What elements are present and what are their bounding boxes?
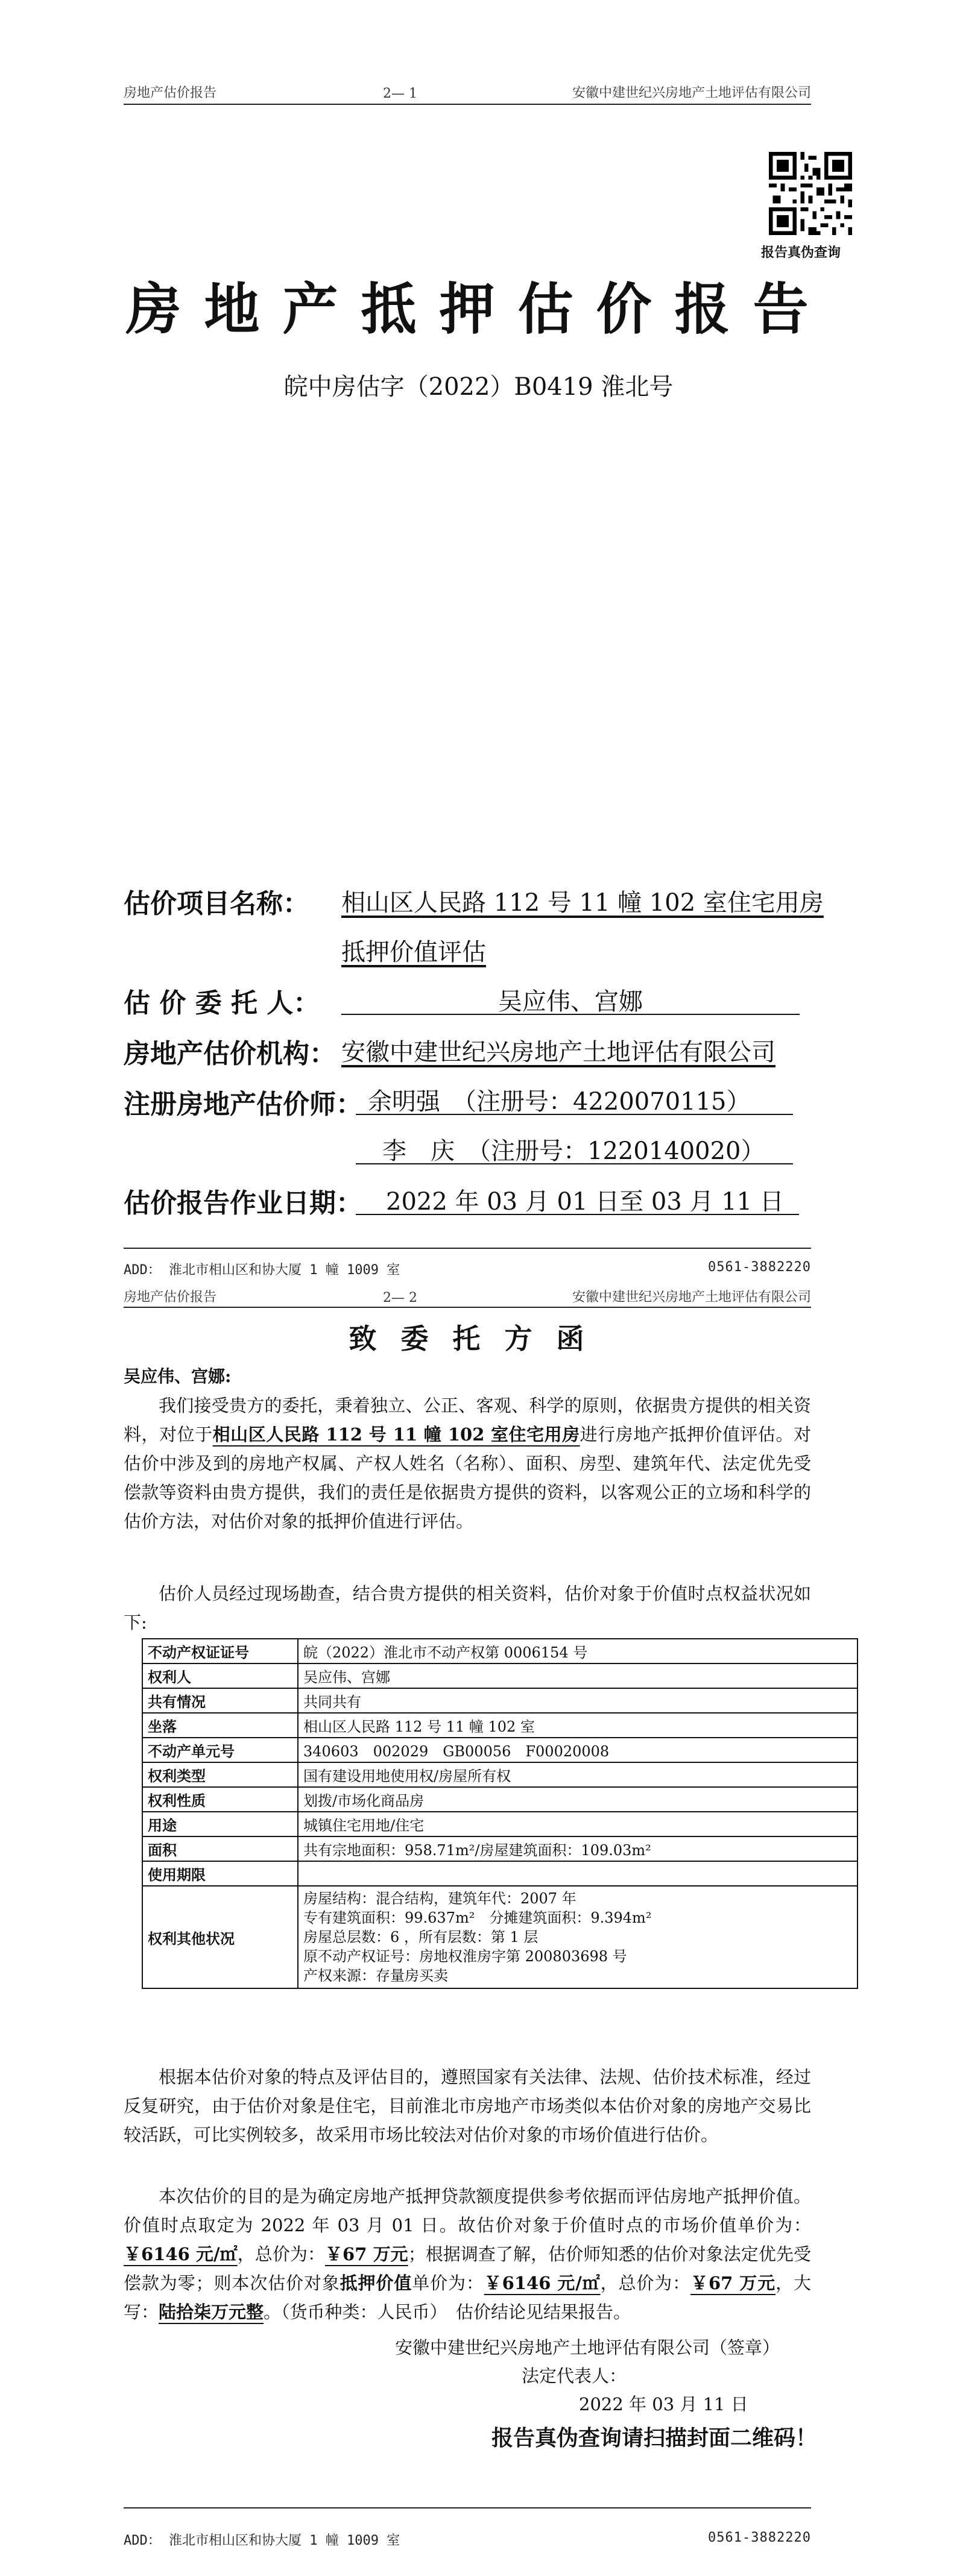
footer-tel: 0561-3882220 xyxy=(708,1260,811,1275)
paragraph-1: 我们接受贵方的委托，秉着独立、公正、客观、科学的原则，依据贵方提供的相关资料，对位于相山区人民路 112 号 11 幢 102 室住宅用房进行房地产抵押价值评估。对估价中涉及到的房地产权属、产权人姓名（名称）、面积、房型、建筑年代、法定优先受偿款等资料由贵方提供，我们的责任是依据贵方提供的资料，以客观公正的立场和科学的估价方法，对估价对象的抵押价值进行评估。 xyxy=(124,1395,811,1531)
appraiser-2: 李 庆 （注册号：1220140020） xyxy=(382,1137,765,1165)
letter-title: 致委托方函 xyxy=(349,1322,608,1355)
amount-in-words: 陆拾柒万元整 xyxy=(159,2302,264,2322)
work-date-label: 估价报告作业日期： xyxy=(124,1188,362,1219)
table-value: 国有建设用地使用权/房屋所有权 xyxy=(298,1762,858,1787)
footer-address: ADD： 淮北市相山区和协大厦 1 幢 1009 室 xyxy=(124,1263,400,1278)
verify-note: 报告真伪查询请扫描封面二维码！ xyxy=(491,2425,818,2451)
table-row xyxy=(142,1688,858,1713)
other-status-cell: 房屋结构：混合结构，建筑年代：2007 年 专有建筑面积：99.637m² 分摊建筑面积：9.394m² 房屋总层数：6 ，所有层数：第 1 层 原不动产权证号：房地权淮房字第 200803698 号 产权来源：存量房买卖 xyxy=(298,1886,858,1988)
table-row xyxy=(142,1812,858,1836)
table-value: 皖（2022）淮北市不动产权第 0006154 号 xyxy=(298,1639,858,1663)
table-row xyxy=(142,1836,858,1861)
table-key: 用途 xyxy=(142,1812,298,1836)
header-rule xyxy=(124,1307,811,1308)
table-value: 划拨/市场化商品房 xyxy=(298,1787,858,1812)
appraiser-1-underline xyxy=(356,1114,793,1115)
page2-header xyxy=(124,1284,811,1305)
table-key: 共有情况 xyxy=(142,1688,298,1713)
table-value: 共同共有 xyxy=(298,1688,858,1713)
appraiser-1: 余明强 （注册号：4220070115） xyxy=(368,1088,751,1116)
table-key: 不动产单元号 xyxy=(142,1738,298,1762)
paragraph-4: 本次估价的目的是为确定房地产抵押贷款额度提供参考依据而评估房地产抵押价值。价值时点取定为 2022 年 03 月 01 日。故估价对象于价值时点的市场价值单价为：￥6146 元/㎡，总价为：￥67 万元；根据调查了解，估价师知悉的估价对象法定优先受偿款为零；则本次估价对象抵押价值单价为：￥6146 元/㎡，总价为：￥67 万元，大写：陆拾柒万元整。（货币种类：人民币） 估价结论见结果报告。 xyxy=(124,2186,811,2322)
table-key: 不动产权证证号 xyxy=(142,1639,298,1663)
table-row xyxy=(142,1663,858,1688)
table-row xyxy=(142,1639,858,1663)
sign-date: 2022 年 03 月 11 日 xyxy=(579,2394,748,2414)
table-row xyxy=(142,1886,858,1988)
appraiser-label: 注册房地产估价师： xyxy=(124,1089,362,1120)
header-rule xyxy=(124,104,811,105)
page2-footer xyxy=(124,2530,811,2549)
table-key: 权利类型 xyxy=(142,1762,298,1787)
qr-label: 报告真伪查询 xyxy=(761,245,841,260)
table-row xyxy=(142,1713,858,1738)
page1-footer xyxy=(124,1260,811,1278)
mortgage-unit-price: ￥6146 元/㎡ xyxy=(484,2273,601,2293)
footer-rule xyxy=(124,2507,811,2508)
table-row xyxy=(142,1738,858,1762)
table-key: 使用期限 xyxy=(142,1861,298,1886)
table-value xyxy=(298,1861,858,1886)
table-key: 面积 xyxy=(142,1836,298,1861)
client-value: 吴应伟、宫娜 xyxy=(498,988,643,1016)
table-key: 坐落 xyxy=(142,1713,298,1738)
table-value: 共有宗地面积：958.71m²/房屋建筑面积：109.03m² xyxy=(298,1836,858,1861)
table-key: 权利性质 xyxy=(142,1787,298,1812)
footer-address: ADD： 淮北市相山区和协大厦 1 幢 1009 室 xyxy=(124,2533,400,2548)
client-underline xyxy=(341,1014,800,1015)
total-price: ￥67 万元 xyxy=(325,2244,408,2264)
sign-company: 安徽中建世纪兴房地产土地评估有限公司（签章） xyxy=(395,2337,780,2358)
property-address: 相山区人民路 112 号 11 幢 102 室住宅用房 xyxy=(212,1424,580,1445)
header-page-number: 2— 1 xyxy=(383,86,417,101)
document-number: 皖中房估字（2022）B0419 淮北号 xyxy=(283,373,674,401)
project-name-label: 估价项目名称： xyxy=(124,888,309,919)
footer-tel: 0561-3882220 xyxy=(708,2530,811,2545)
header-company: 安徽中建世纪兴房地产土地评估有限公司 xyxy=(572,86,811,101)
unit-price: ￥6146 元/㎡ xyxy=(124,2244,238,2264)
table-value: 吴应伟、宫娜 xyxy=(298,1663,858,1688)
agency-value: 安徽中建世纪兴房地产土地评估有限公司 xyxy=(341,1038,775,1066)
table-row xyxy=(142,1762,858,1787)
sign-representative: 法定代表人： xyxy=(522,2366,627,2386)
header-page-number: 2— 2 xyxy=(383,1290,417,1305)
rights-table xyxy=(142,1638,858,1989)
table-value: 城镇住宅用地/住宅 xyxy=(298,1812,858,1836)
salutation: 吴应伟、宫娜: xyxy=(124,1366,232,1386)
appraiser-2-underline xyxy=(356,1163,793,1164)
table-row xyxy=(142,1787,858,1812)
work-date-underline xyxy=(356,1214,799,1215)
header-left: 房地产估价报告 xyxy=(124,1290,217,1305)
table-value: 相山区人民路 112 号 11 幢 102 室 xyxy=(298,1713,858,1738)
report-title: 房地产抵押估价报告 xyxy=(125,277,832,342)
work-date-value: 2022 年 03 月 01 日至 03 月 11 日 xyxy=(386,1188,784,1216)
table-value: 340603 002029 GB00056 F00020008 xyxy=(298,1738,858,1762)
table-key: 权利人 xyxy=(142,1663,298,1688)
agency-label: 房地产估价机构： xyxy=(124,1038,336,1069)
page1-header xyxy=(124,80,811,101)
paragraph-3: 根据本估价对象的特点及评估目的，遵照国家有关法律、法规、估价技术标准，经过反复研究，由于估价对象是住宅，目前淮北市房地产市场类似本估价对象的房地产交易比较活跃，可比实例较多，故采用市场比较法对估价对象的市场价值进行估价。 xyxy=(124,2067,811,2145)
qr-code-icon[interactable] xyxy=(769,152,852,235)
project-name-value-line1: 相山区人民路 112 号 11 幢 102 室住宅用房 xyxy=(341,889,824,917)
client-label: 估 价 委 托 人： xyxy=(124,988,320,1019)
project-name-value-line2: 抵押价值评估 xyxy=(341,938,486,966)
paragraph-2: 估价人员经过现场勘查，结合贵方提供的相关资料，估价对象于价值时点权益状况如下: xyxy=(124,1583,811,1633)
header-company: 安徽中建世纪兴房地产土地评估有限公司 xyxy=(572,1290,811,1305)
footer-rule xyxy=(124,1248,811,1249)
mortgage-total-price: ￥67 万元 xyxy=(690,2273,776,2293)
header-left: 房地产估价报告 xyxy=(124,86,217,101)
table-row xyxy=(142,1861,858,1886)
table-key: 权利其他状况 xyxy=(142,1886,298,1988)
